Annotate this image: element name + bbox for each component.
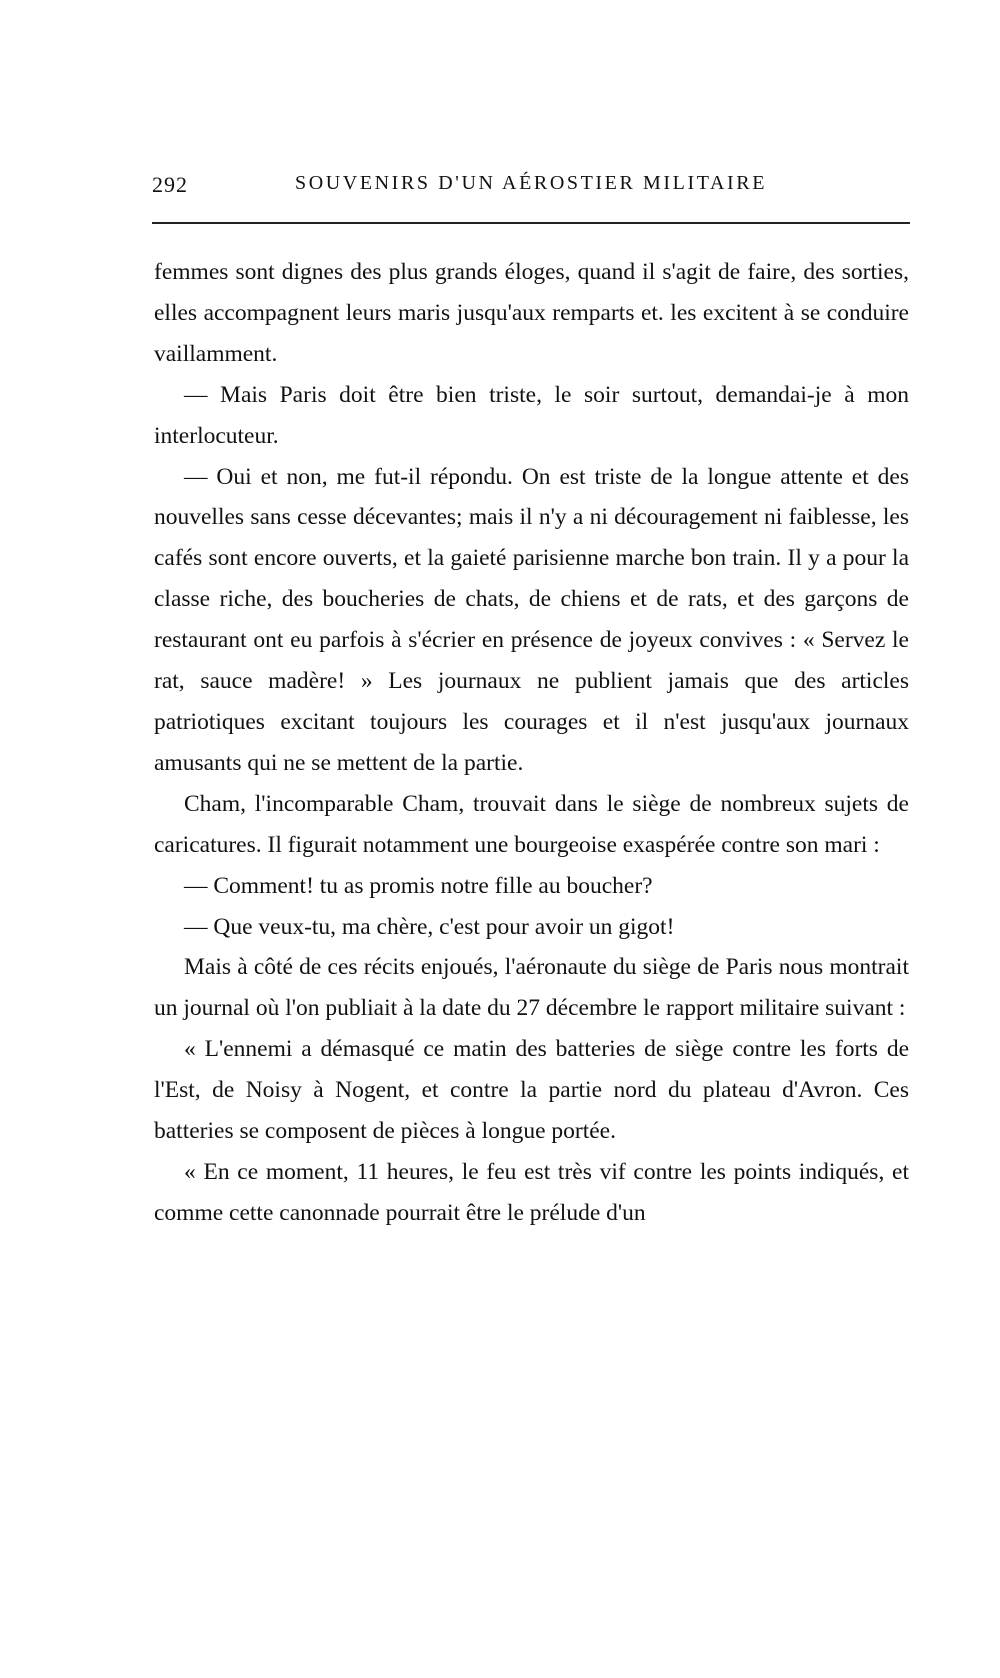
paragraph-military-report-intro: Mais à côté de ces récits enjoués, l'aéronaute du siège de Paris nous montrait un journal où l'on publiait à la date du 27 décembre le rapport militaire suivant : [154,954,909,1022]
running-title: SOUVENIRS D'UN AÉROSTIER MILITAIRE [294,172,768,194]
page-header [152,166,910,206]
paragraph-cham: Cham, l'incomparable Cham, trouvait dans le siège de nombreux sujets de caricatures. Il figurait notamment une bourgeoise exaspérée contre son mari : [154,790,909,858]
report-quote-1: « L'ennemi a démasqué ce matin des batteries de siège contre les forts de l'Est, de Noisy à Nogent, et contre la partie nord du plateau d'Avron. Ces batteries se composent de pièces à longue portée. [154,1036,909,1145]
body-text [154,252,909,1234]
paragraph-continued: femmes sont dignes des plus grands éloges, quand il s'agit de faire, des sorties, elles accompagnent leurs maris jusqu'aux remparts et. les excitent à se conduire vaillamment. [154,259,909,367]
dialogue-question: — Mais Paris doit être bien triste, le soir surtout, demandai-je à mon interlocuteur. [154,381,909,449]
caricature-line-1: — Comment! tu as promis notre fille au boucher? [184,872,653,899]
report-quote-2: « En ce moment, 11 heures, le feu est très vif contre les points indiqués, et comme cette canonnade pourrait être le prélude d'un [154,1158,909,1226]
dialogue-answer: — Oui et non, me fut-il répondu. On est triste de la longue attente et des nouvelles sans cesse décevantes; mais il n'y a ni découragement ni faiblesse, les cafés sont encore ouverts, et la gaieté parisienne marche bon train. Il y a pour la classe riche, des boucheries de chats, de chiens et de rats, et des garçons de restaurant ont eu parfois à s'écrier en présence de joyeux convives : « Servez le rat, sauce madère! » Les journaux ne publient jamais que des articles patriotiques excitant toujours les courages et il n'est jusqu'aux journaux amusants qui ne se mettent de la partie. [154,463,909,776]
caricature-line-2: — Que veux-tu, ma chère, c'est pour avoir un gigot! [184,913,675,940]
page-number: 292 [152,172,188,197]
header-rule [152,222,910,224]
